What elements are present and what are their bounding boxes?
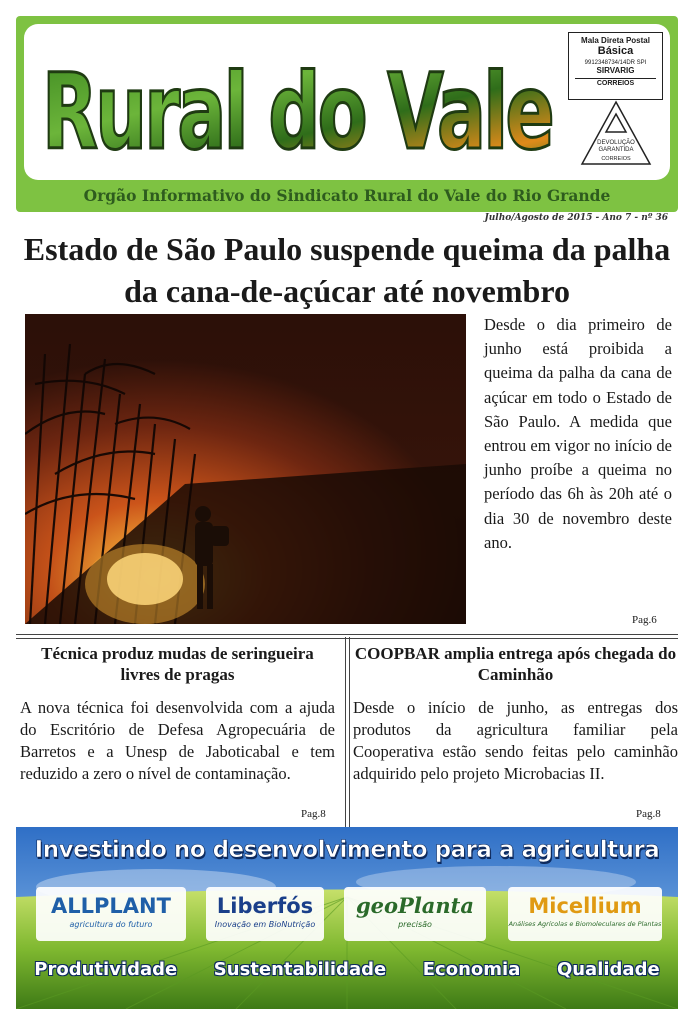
postal-line-3: 9912348734/14DR SPI — [584, 60, 647, 66]
micellium-logo — [508, 887, 662, 941]
logo-title: Rural do Vale — [42, 51, 552, 168]
masthead-tagline: Orgão Informativo do Sindicato Rural do Vale do Rio Grande — [83, 186, 611, 205]
issue-dateline: Julho/Agosto de 2015 - Ano 7 - nº 36 — [484, 213, 668, 223]
geoplanta-logo — [344, 887, 486, 941]
right-story-page-ref: Pag.8 — [636, 808, 661, 820]
column-divider — [345, 637, 350, 827]
main-story-lead: Desde o dia primeiro de junho está proibida a queima da palha da cana de açúcar em todo o Estado de São Paulo. A medida que entrou em vigor no início de junho proíbe a queima no período das 6h às 20h até o dia 30 de novembro deste ano. — [484, 315, 672, 552]
ad-value-sustainability: Sustentabilidade — [213, 959, 387, 980]
postal-line-5: CORREIOS — [575, 78, 656, 87]
ad-values — [16, 959, 678, 980]
return-guaranteed-icon — [580, 100, 652, 166]
main-headline: Estado de São Paulo suspende queima da palha da cana-de-açúcar até novembro — [23, 231, 671, 309]
liberfos-brand: Liberfós — [216, 894, 314, 918]
micellium-slogan: Análises Agrícolas e Biomoleculares de Plantas — [508, 920, 662, 928]
left-story-title: Técnica produz mudas de seringueira livres de pragas — [41, 644, 314, 684]
allplant-brand: ALLPLANT — [51, 894, 171, 918]
postal-stamp — [568, 32, 663, 100]
sugarcane-fire-photo — [25, 314, 466, 624]
allplant-logo — [36, 887, 186, 941]
ad-value-economy: Economia — [422, 959, 521, 980]
micellium-brand: Micellium — [528, 894, 642, 918]
ad-value-quality: Qualidade — [556, 959, 660, 980]
return-line-3: CORREIOS — [601, 156, 631, 162]
geoplanta-brand: geoPlanta — [355, 893, 474, 918]
allplant-slogan: agricultura do futuro — [69, 920, 153, 929]
liberfos-slogan: Inovação em BioNutrição — [214, 920, 316, 929]
return-line-2: GARANTIDA — [598, 147, 634, 153]
postal-line-4: SIRVARIG — [596, 66, 635, 75]
right-story-title: COOPBAR amplia entrega após chegada do Caminhão — [354, 644, 677, 684]
postal-line-1: Mala Direta Postal — [581, 36, 650, 45]
ad-value-productivity: Produtividade — [34, 959, 178, 980]
return-line-1: DEVOLUÇÃO — [597, 140, 635, 146]
main-story-page-ref: Pag.6 — [632, 614, 657, 626]
postal-line-2: Básica — [597, 45, 634, 57]
ad-headline: Investindo no desenvolvimento para a agricultura — [34, 837, 660, 863]
advertisement-banner — [16, 827, 678, 1009]
right-story-body: Desde o início de junho, as entregas dos produtos da agricultura familiar pela Cooperativa estão sendo feitas pelo caminhão adquirido pelo projeto Microbacias II. — [353, 698, 678, 783]
newspaper-logo — [38, 36, 558, 168]
left-story-body: A nova técnica foi desenvolvida com a ajuda do Escritório de Defesa Agropecuária de Barretos e a Unesp de Jaboticabal e tem reduzido a zero o nível de contaminação. — [20, 698, 335, 783]
left-story-page-ref: Pag.8 — [301, 808, 326, 820]
geoplanta-slogan: precisão — [398, 920, 432, 929]
liberfos-logo — [206, 887, 324, 941]
